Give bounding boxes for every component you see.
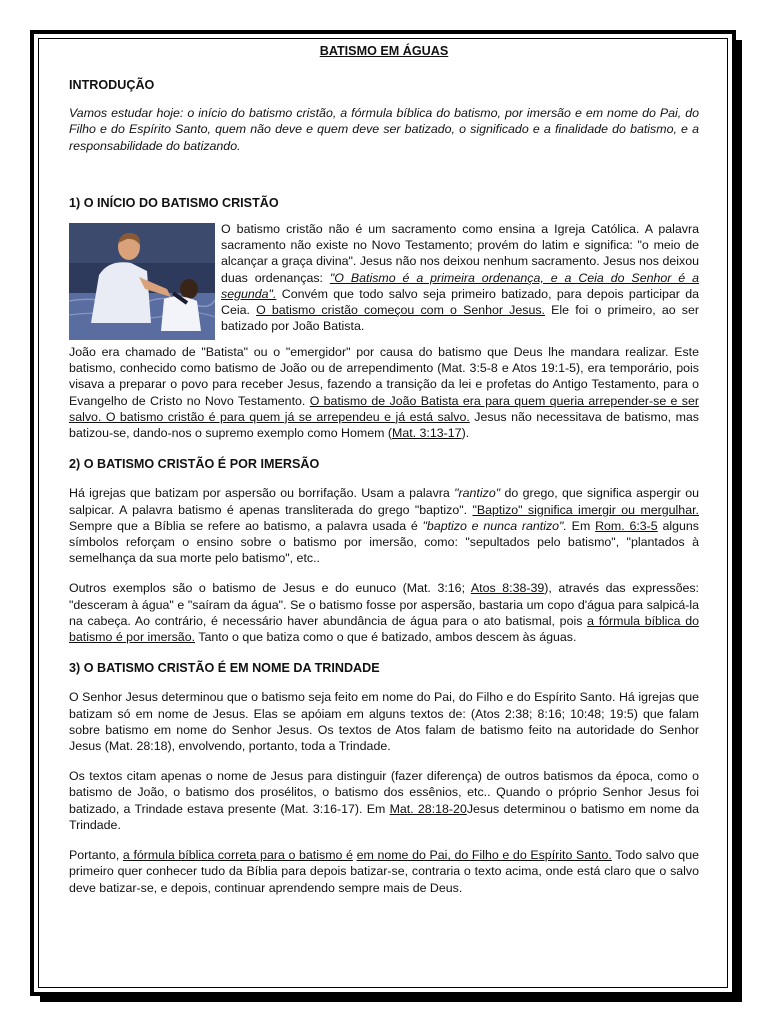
section-1-heading: 1) O INÍCIO DO BATISMO CRISTÃO bbox=[69, 195, 279, 210]
ref-mat-28-18-20: Mat. 28:18-20 bbox=[389, 801, 467, 816]
section-3-heading: 3) O BATISMO CRISTÃO É EM NOME DA TRINDADE bbox=[69, 661, 380, 676]
section-2-heading: 2) O BATISMO CRISTÃO É POR IMERSÃO bbox=[69, 457, 320, 472]
border-shadow-bottom bbox=[40, 996, 742, 1002]
section-3-paragraph-2: Os textos citam apenas o nome de Jesus para distinguir (fazer diferença) de outros batismos da época, como o batismo de João, o batismo dos prosélitos, o batismo dos essênios, etc.. Quando o próprio Senhor Jesus foi batizado, a Trindade estava presente (Mat. 3:16-17). Em Mat. 28:18-20Jesus determinou o batismo em nome da Trindade. bbox=[69, 769, 699, 832]
intro-text: Vamos estudar hoje: o início do batismo cristão, a fórmula bíblica do batismo, por imersão e em nome do Pai, do Filho e do Espírito Santo, quem não deve e quem deve ser batizado, o significado e a finalidade do batismo, e a responsabilidade do batizando. bbox=[69, 106, 699, 153]
document-body bbox=[69, 42, 699, 896]
intro-heading: INTRODUÇÃO bbox=[69, 78, 155, 92]
ref-rom-6-3-5: Rom. 6:3-5 bbox=[595, 518, 658, 533]
section-1-paragraph-1: O batismo cristão não é um sacramento como ensina a Igreja Católica. A palavra sacramento não existe no Novo Testamento; provém do latim e significa: "o meio de alcançar a graça divina". Jesus não nos deixou nenhum sacramento. Jesus nos deixou duas ordenanças: "O Batismo é a primeira ordenança, e a Ceia do Senhor é a segunda". Convém que todo salvo seja primeiro batizado, para depois participar da Ceia. O batismo cristão começou com o Senhor Jesus. Ele foi o primeiro, ao ser batizado por João Batista. bbox=[221, 222, 699, 334]
ref-atos-8-38-39: Atos 8:38-39 bbox=[470, 581, 545, 596]
section-2-paragraph-1: Há igrejas que batizam por aspersão ou borrifação. Usam a palavra "rantizo" do grego, que significa aspergir ou salpicar. A palavra batismo é apenas transliterada do grego "baptizo". "Baptizo" significa imergir ou mergulhar. Sempre que a Bíblia se refere ao batismo, a palavra usada é "baptizo e nunca rantizo". Em Rom. 6:3-5 alguns símbolos reforçam o ensino sobre o batismo por imersão, como: "sepultados pelo batismo", "plantados à semelhança da sua morte pelo batismo", etc.. bbox=[69, 486, 700, 566]
section-2-paragraph-2: Outros exemplos são o batismo de Jesus e do eunuco (Mat. 3:16; Atos 8:38-39), através das expressões: "desceram à água" e "saíram da água". Se o batismo fosse por aspersão, bastaria um copo d'água para salpicá-la na cabeça. Ao contrário, é necessário haver abundância de água para o ato batismal, pois a fórmula bíblica do batismo é por imersão. Tanto o que batiza como o que é batizado, ambos descem às águas. bbox=[69, 581, 699, 645]
border-shadow-right bbox=[736, 40, 742, 1002]
section-1-paragraph-2: João era chamado de "Batista" ou o "emergidor" por causa do batismo que Deus lhe mandara realizar. Este batismo, conhecido como batismo de João ou de arrependimento (Mat. 3:5-8 e Atos 19:1-5), era temporário, pois visava a preparar o povo para receber Jesus, fazendo a transição da lei e profetas do Antigo Testamento, para o Evangelho de Cristo no Novo Testamento. O batismo de João Batista era para quem queria arrepender-se e ser salvo. O batismo cristão é para quem já se arrependeu e já está salvo. Jesus não necessitava de batismo, mas batizou-se, dando-nos o supremo exemplo como Homem (Mat. 3:13-17). bbox=[69, 345, 699, 441]
baptism-photo-icon bbox=[69, 223, 215, 340]
ref-mat-3-13-17: Mat. 3:13-17 bbox=[392, 426, 462, 441]
section-1-first-block bbox=[69, 221, 699, 340]
section-3-paragraph-3: Portanto, a fórmula bíblica correta para o batismo é em nome do Pai, do Filho e do Espírito Santo. Todo salvo que primeiro quer conhecer tudo da Bíblia para depois batizar-se, contraria o texto acima, onde está claro que o salvo deve batizar-se, e depois, continuar aprendendo sempre mais de Deus. bbox=[69, 848, 699, 895]
document-title: BATISMO EM ÁGUAS bbox=[319, 44, 449, 58]
section-3-paragraph-1: O Senhor Jesus determinou que o batismo seja feito em nome do Pai, do Filho e do Espírito Santo. Há igrejas que batizam só em nome de Jesus. Elas se apóiam em alguns textos de: (Atos 2:38; 8:16; 10:48; 19:5) que falam sobre batismo em nome do Senhor Jesus. Os textos de Atos falam de batismo feito na autoridade do Senhor Jesus (Mat. 28:18), envolvendo, portanto, toda a Trindade. bbox=[69, 690, 699, 754]
